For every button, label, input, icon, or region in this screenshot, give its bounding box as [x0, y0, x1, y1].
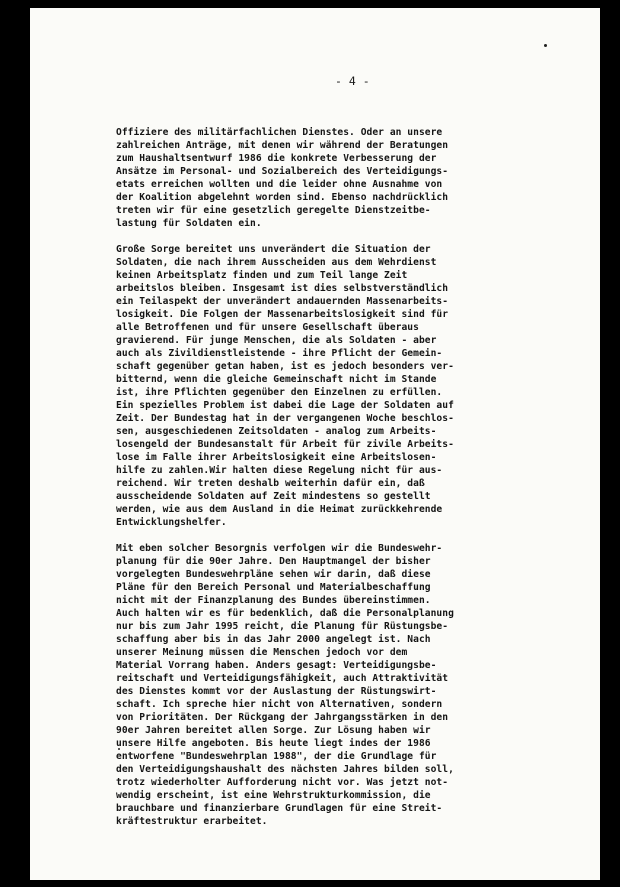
text-line: Material Vorrang haben. Anders gesagt: Verteidigungsbe-	[116, 660, 437, 671]
text-line: nicht mit der Finanzplanung des Bundes übereinstimmen.	[116, 595, 431, 606]
text-line: losengeld der Bundesanstalt für Arbeit für zivile Arbeits-	[116, 439, 454, 450]
scan-speck	[544, 44, 547, 47]
text-line: schaffung aber bis in das Jahr 2000 angelegt ist. Nach	[116, 634, 431, 645]
text-line: schaft. Ich spreche hier nicht von Alternativen, sondern	[116, 699, 443, 710]
text-line: sen, ausgeschiedenen Zeitsoldaten - analog zum Arbeits-	[116, 426, 437, 437]
text-line: Mit eben solcher Besorgnis verfolgen wir die Bundeswehr-	[116, 543, 443, 554]
text-line: den Verteidigungshaushalt des nächsten Jahres bilden soll,	[116, 764, 454, 775]
text-line: etats erreichen wollten und die leider ohne Ausnahme von	[116, 179, 443, 190]
text-line: schaft gegenüber getan haben, ist es jedoch besonders ver-	[116, 361, 454, 372]
paragraph-3	[116, 542, 586, 828]
text-line: vorgelegten Bundeswehrpläne sehen wir darin, daß diese	[116, 569, 431, 580]
text-line: des Dienstes kommt vor der Auslastung der Rüstungswirt-	[116, 686, 437, 697]
text-line: treten wir für eine gesetzlich geregelte Dienstzeitbe-	[116, 205, 431, 216]
text-line: unsere Hilfe angeboten. Bis heute liegt indes der 1986	[116, 738, 431, 749]
text-line: werden, wie aus dem Ausland in die Heimat zurückkehrende	[116, 504, 443, 515]
body-text	[116, 126, 586, 841]
text-line: bitternd, wenn die gleiche Gemeinschaft nicht im Stande	[116, 374, 437, 385]
text-line: trotz wiederholter Aufforderung nicht vor. Was jetzt not-	[116, 777, 449, 788]
text-line: gravierend. Für junge Menschen, die als Soldaten - aber	[116, 335, 437, 346]
paragraph-1	[116, 126, 586, 230]
text-line: hilfe zu zahlen.Wir halten diese Regelung nicht für aus-	[116, 465, 443, 476]
text-line: brauchbare und finanzierbare Grundlagen für eine Streit-	[116, 803, 443, 814]
page-number: - 4 -	[335, 74, 370, 88]
text-line: keinen Arbeitsplatz finden und zum Teil lange Zeit	[116, 270, 408, 281]
text-line: Pläne für den Bereich Personal und Materialbeschaffung	[116, 582, 431, 593]
text-line: reitschaft und Verteidigungsfähigkeit, auch Attraktivität	[116, 673, 449, 684]
text-line: Soldaten, die nach ihrem Ausscheiden aus dem Wehrdienst	[116, 257, 437, 268]
text-line: zum Haushaltsentwurf 1986 die konkrete Verbesserung der	[116, 153, 437, 164]
text-line: Entwicklungshelfer.	[116, 517, 227, 528]
text-line: planung für die 90er Jahre. Den Hauptmangel der bisher	[116, 556, 431, 567]
text-line: reichend. Wir treten deshalb weiterhin dafür ein, daß	[116, 478, 425, 489]
text-line: Offiziere des militärfachlichen Dienstes. Oder an unsere	[116, 127, 443, 138]
text-line: ein Teilaspekt der unverändert andauernden Massenarbeits-	[116, 296, 449, 307]
document-page	[30, 8, 600, 880]
text-line: losigkeit. Die Folgen der Massenarbeitslosigkeit sind für	[116, 309, 449, 320]
text-line: unserer Meinung müssen die Menschen jedoch vor dem	[116, 647, 408, 658]
paragraph-2	[116, 243, 586, 529]
text-line: 90er Jahren bereitet allen Sorge. Zur Lösung haben wir	[116, 725, 431, 736]
text-line: Zeit. Der Bundestag hat in der vergangenen Woche beschlos-	[116, 413, 454, 424]
text-line: nur bis zum Jahr 1995 reicht, die Planung für Rüstungsbe-	[116, 621, 449, 632]
text-line: entworfene "Bundeswehrplan 1988", der die Grundlage für	[116, 751, 437, 762]
text-line: Große Sorge bereitet uns unverändert die Situation der	[116, 244, 431, 255]
text-line: Auch halten wir es für bedenklich, daß die Personalplanung	[116, 608, 454, 619]
text-line: Ansätze im Personal- und Sozialbereich des Verteidigungs-	[116, 166, 449, 177]
text-line: zahlreichen Anträge, mit denen wir während der Beratungen	[116, 140, 449, 151]
text-line: der Koalition abgelehnt worden sind. Ebenso nachdrücklich	[116, 192, 449, 203]
text-line: lose im Falle ihrer Arbeitslosigkeit eine Arbeitslosen-	[116, 452, 437, 463]
text-line: alle Betroffenen und für unsere Gesellschaft überaus	[116, 322, 419, 333]
text-line: arbeitslos bleiben. Insgesamt ist dies selbstverständlich	[116, 283, 449, 294]
text-line: auch als Zivildienstleistende - ihre Pflicht der Gemein-	[116, 348, 443, 359]
text-line: ist, ihre Pflichten gegenüber den Einzelnen zu erfüllen.	[116, 387, 443, 398]
text-line: kräftestruktur erarbeitet.	[116, 816, 268, 827]
text-line: von Prioritäten. Der Rückgang der Jahrgangsstärken in den	[116, 712, 449, 723]
text-line: ausscheidende Soldaten auf Zeit mindestens so gestellt	[116, 491, 431, 502]
text-line: lastung für Soldaten ein.	[116, 218, 262, 229]
text-line: wendig erscheint, ist eine Wehrstrukturkommission, die	[116, 790, 431, 801]
text-line: Ein spezielles Problem ist dabei die Lage der Soldaten auf	[116, 400, 454, 411]
